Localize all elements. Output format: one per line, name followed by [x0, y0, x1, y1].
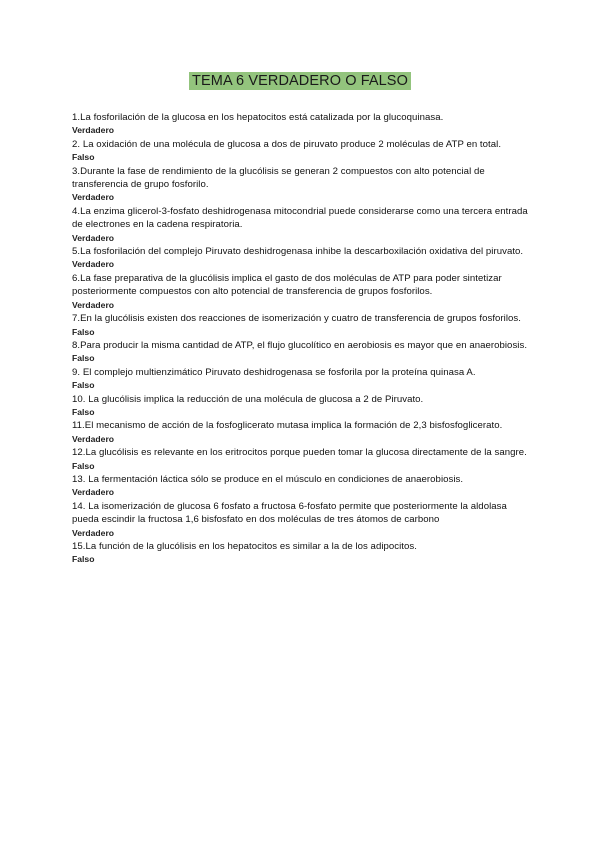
answer-label: Verdadero: [72, 433, 115, 444]
question-text: 2. La oxidación de una molécula de glucosa a dos de piruvato produce 2 moléculas de ATP en total.: [72, 138, 502, 150]
question-text: 6.La fase preparativa de la glucólisis implica el gasto de dos moléculas de ATP para poder sintetizar posteriormente compuestos con alto potencial de transferencia de grupos fosforilos.: [72, 272, 502, 298]
question-text: 11.El mecanismo de acción de la fosfoglicerato mutasa implica la formación de 2,3 bisfosfoglicerato.: [72, 420, 503, 432]
page-title: TEMA 6 VERDADERO O FALSO: [189, 72, 411, 90]
question-item: [72, 473, 532, 500]
question-item: [72, 165, 532, 205]
question-item: [72, 419, 532, 446]
answer-label: Verdadero: [72, 232, 115, 243]
question-item: [72, 138, 532, 165]
question-text: 3.Durante la fase de rendimiento de la glucólisis se generan 2 compuestos con alto potencial de transferencia de grupo fosforilo.: [72, 165, 485, 191]
question-item: [72, 205, 532, 245]
answer-label: Verdadero: [72, 125, 115, 136]
answer-label: Falso: [72, 460, 95, 471]
question-text: 7.En la glucólisis existen dos reacciones de isomerización y cuatro de transferencia de grupos fosforilos.: [72, 313, 521, 325]
question-item: [72, 111, 532, 138]
question-text: 5.La fosforilación del complejo Piruvato deshidrogenasa inhibe la descarboxilación oxidativa del piruvato.: [72, 246, 524, 258]
question-text: 12.La glucólisis es relevante en los eritrocitos porque pueden tomar la glucosa directamente de la sangre.: [72, 447, 527, 459]
answer-label: Falso: [72, 554, 95, 565]
answer-label: Falso: [72, 326, 95, 337]
question-item: [72, 366, 532, 393]
question-text: 10. La glucólisis implica la reducción de una molécula de glucosa a 2 de Piruvato.: [72, 393, 424, 405]
answer-label: Verdadero: [72, 487, 115, 498]
title-wrap: [0, 72, 600, 90]
question-list: [72, 111, 532, 567]
answer-label: Falso: [72, 353, 95, 364]
question-text: 14. La isomerización de glucosa 6 fosfato a fructosa 6-fosfato permite que posteriormente la aldolasa pueda escindir la fructosa 1,6 bisfosfato en dos moléculas de tres átomos de carbono: [72, 500, 507, 526]
question-item: [72, 339, 532, 366]
answer-label: Falso: [72, 406, 95, 417]
question-item: [72, 393, 532, 420]
question-item: [72, 245, 532, 272]
question-text: 9. El complejo multienzimático Piruvato deshidrogenasa se fosforila por la proteína quinasa A.: [72, 366, 476, 378]
question-item: [72, 540, 532, 567]
answer-label: Falso: [72, 152, 95, 163]
question-item: [72, 500, 532, 540]
answer-label: Verdadero: [72, 299, 115, 310]
question-item: [72, 312, 532, 339]
question-text: 8.Para producir la misma cantidad de ATP, el flujo glucolítico en aerobiosis es mayor que en anaerobiosis.: [72, 339, 528, 351]
question-item: [72, 446, 532, 473]
question-text: 13. La fermentación láctica sólo se produce en el músculo en condiciones de anaerobiosis.: [72, 473, 464, 485]
answer-label: Falso: [72, 380, 95, 391]
question-text: 4.La enzima glicerol-3-fosfato deshidrogenasa mitocondrial puede considerarse como una tercera entrada de electrones en la cadena respiratoria.: [72, 205, 528, 231]
answer-label: Verdadero: [72, 192, 115, 203]
answer-label: Verdadero: [72, 527, 115, 538]
question-text: 1.La fosforilación de la glucosa en los hepatocitos está catalizada por la glucoquinasa.: [72, 112, 444, 123]
answer-label: Verdadero: [72, 259, 115, 270]
question-text: 15.La función de la glucólisis en los hepatocitos es similar a la de los adipocitos.: [72, 541, 417, 552]
question-item: [72, 272, 532, 312]
